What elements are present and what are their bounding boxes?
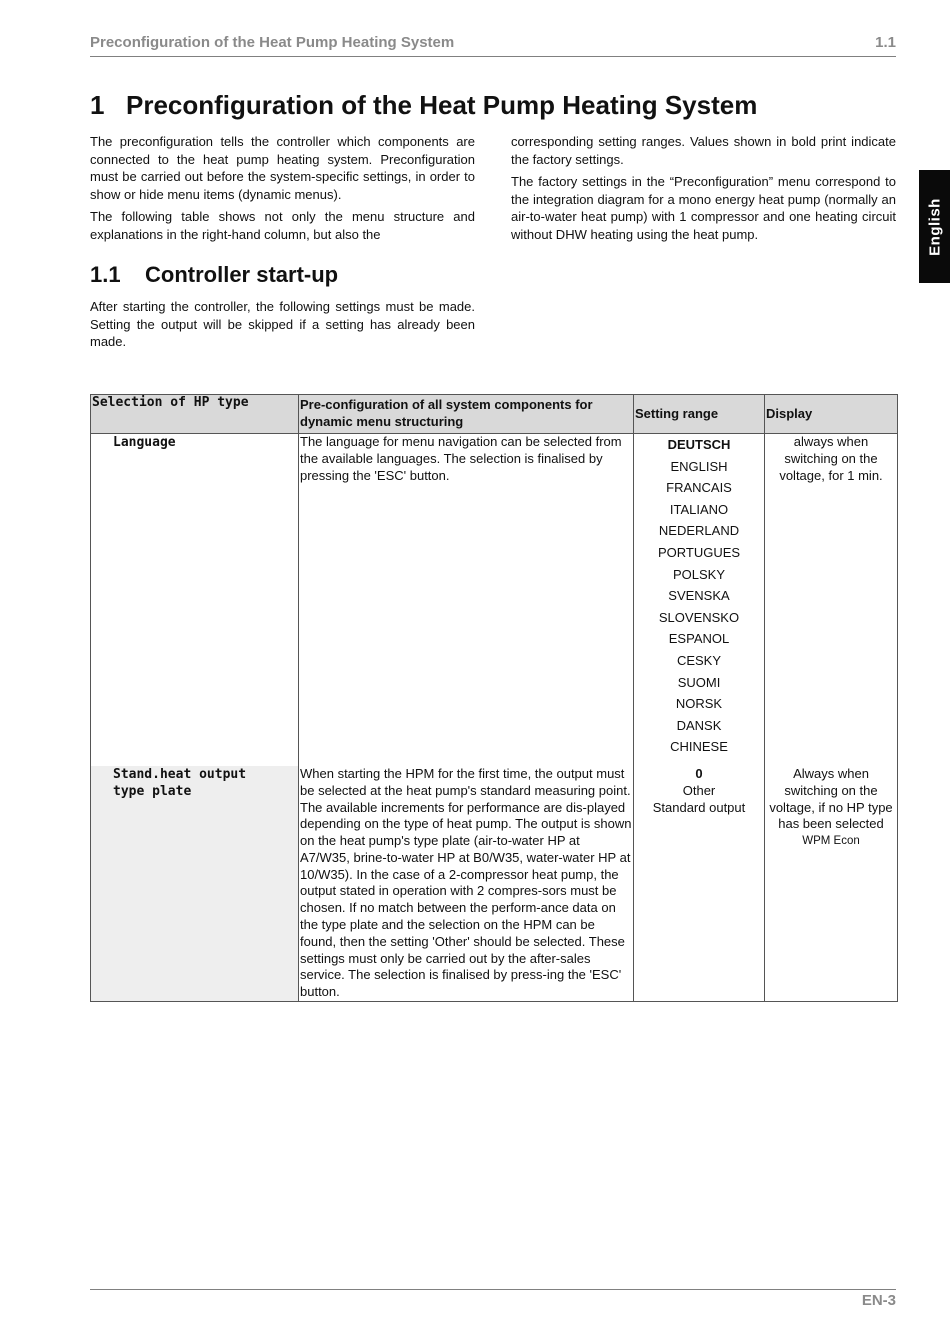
header-description: Pre-configuration of all system components for dynamic menu structuring [299,395,634,434]
range-option: ESPANOL [668,631,730,647]
intro-paragraph: The preconfiguration tells the controller which components are connected to the heat pump heating system. Preconfiguration must be carried out before the system-specific settings, in order to show or hide menu items (dynamic menus). [90,134,475,202]
language-side-tab [919,170,950,283]
parameter-cell [91,766,299,1002]
header-range: Setting range [634,395,765,434]
table-row-heat-output [91,766,898,1002]
range-option: CESKY [676,652,722,668]
section-title: Preconfiguration of the Heat Pump Heating System [126,90,758,120]
page-number: EN-3 [861,1292,896,1309]
parameter-label: Language [113,435,176,450]
display-cell: always when switching on the voltage, for 1 min. [765,434,898,766]
parameter-label: Stand.heat output type plate [113,766,247,800]
range-option: DANSK [676,717,722,733]
parameter-cell [91,434,299,766]
section-heading [90,90,757,121]
table-header-row [91,395,898,434]
subsection-title: Controller start-up [145,262,339,287]
subsection-text: After starting the controller, the following settings must be made. Setting the output will be skipped if a setting has already been made. [90,299,475,349]
range-option: CHINESE [670,739,728,755]
subsection-number: 1.1 [90,262,121,287]
header-menu: Selection of HP type [91,395,299,434]
footer-divider [90,1289,896,1290]
range-option: Other [682,782,716,798]
description-cell: The language for menu navigation can be selected from the available languages. The selection is finalised by pressing the 'ESC' button. [299,434,634,766]
display-text: Always when switching on the voltage, if no HP type has been selected [769,765,893,832]
table-row-language [91,434,898,766]
section-number: 1 [90,90,105,120]
range-option: FRANCAIS [666,480,732,496]
range-option: Standard output [652,799,746,815]
intro-paragraph: corresponding setting ranges. Values shown in bold print indicate the factory settings. [511,134,896,167]
intro-paragraph: The factory settings in the “Preconfiguration” menu correspond to the integration diagram for a mono energy heat pump (normally an air-to-water heat pump) with 1 compressor and one heating circuit without DHW heating using the heat pump. [511,174,896,242]
range-cell [634,766,765,1002]
range-option: NORSK [675,696,723,712]
running-header-title: Preconfiguration of the Heat Pump Heating System [90,34,455,51]
preconfiguration-table [90,394,898,1002]
header-display: Display [765,395,898,434]
intro-left-column [90,133,475,248]
range-option: SVENSKA [668,588,730,604]
range-option: ENGLISH [670,458,728,474]
range-option: ITALIANO [669,501,729,517]
intro-paragraph: The following table shows not only the menu structure and explanations in the right-hand column, but also the [90,209,475,242]
description-cell: When starting the HPM for the first time, the output must be selected at the heat pump's standard measuring point. The available increments for performance are dis-played depending on the type of heat pump. The output is shown on the heat pump's type plate (air-to-water HP at A7/W35, brine-to-water HP at B0/W35, water-water HP at 10/W35). In the case of a 2-compressor heat pump, the output stated in operation with 2 compres-sors must be chosen. If no match between the perform-ance data on the type plate and the selection on the HPM can be found, then the setting 'Other' should be selected. These settings must only be carried out by the after-sales service. The selection is finalised by press-ing the 'ESC' button. [299,766,634,1002]
range-default: DEUTSCH [667,437,731,452]
range-option: POLSKY [672,566,726,582]
display-note: WPM Econ [802,835,860,848]
range-default: 0 [695,765,703,781]
subsection-text-block [90,298,475,356]
range-option: SLOVENSKO [658,609,740,625]
language-side-tab-label: English [926,197,943,256]
range-option: PORTUGUES [657,544,741,560]
running-header [90,32,896,57]
range-cell [634,434,765,766]
range-option: SUOMI [677,674,721,690]
subsection-heading [90,262,338,288]
running-header-number: 1.1 [875,34,896,51]
range-option: NEDERLAND [658,523,740,539]
intro-right-column [511,133,896,248]
display-cell [765,766,898,1002]
